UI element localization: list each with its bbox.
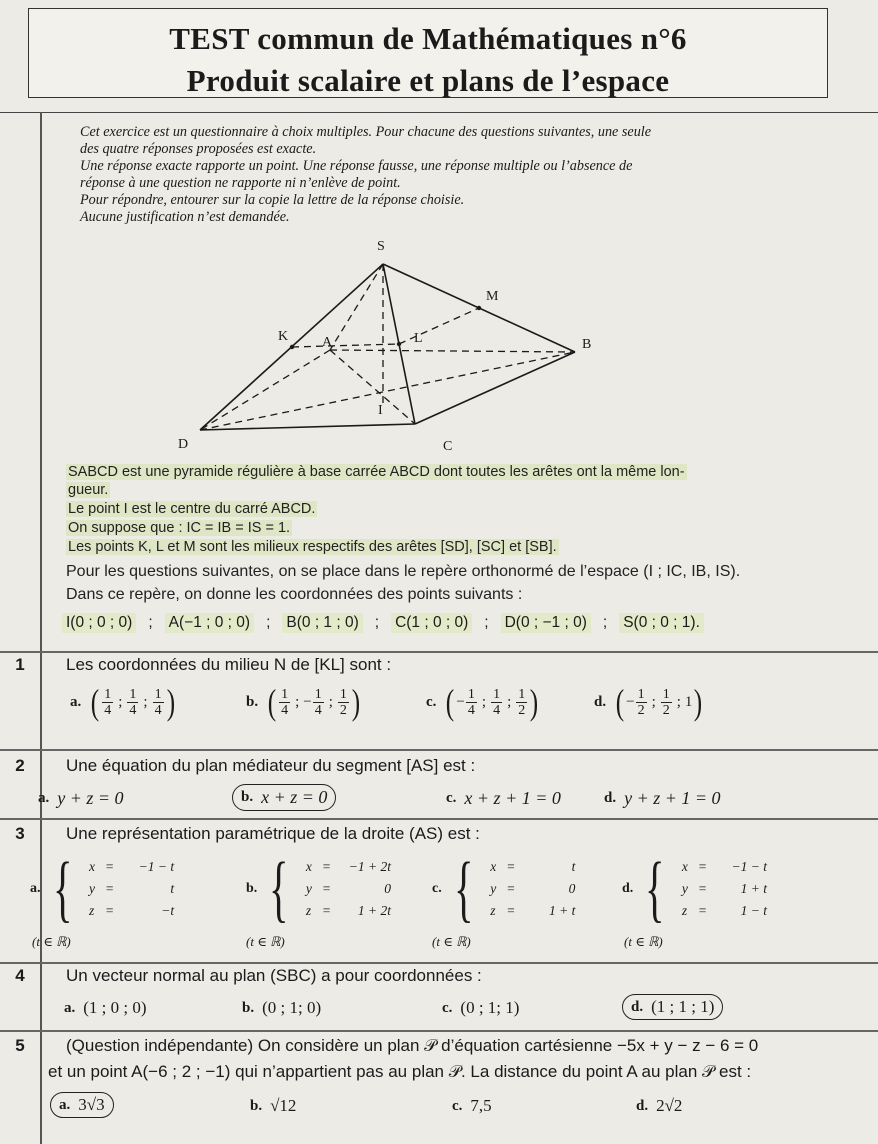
instruction-line: Aucune justification n’est demandée. [80,209,290,225]
frac-den: 4 [104,702,112,718]
label-S: S [377,239,385,254]
divider-q3 [0,818,878,820]
label-B: B [582,337,592,352]
option-label: b. [246,693,259,710]
context-text: Les points K, L et M sont les milieux respectifs des arêtes [SD], [SC] et [SB]. [68,539,557,555]
parameter-domain: (t ∈ ℝ) [246,934,285,949]
frac-den: 2 [662,702,670,718]
frac-num: 1 [662,686,670,702]
divider-q4 [0,962,878,964]
frac-num: 1 [339,686,347,702]
coord-B: B(0 ; 1 ; 0) [282,613,362,633]
option-label: b. [250,1097,263,1114]
label-I: I [378,403,383,418]
option-label: c. [446,790,457,806]
frac-num: 1 [637,686,645,702]
parametric-system: x = −1 − t y = 1 + t z = 1 − t [681,859,767,918]
label-D: D [178,437,189,452]
question-text: Une équation du plan médiateur du segment [AS] est : [66,756,476,775]
instruction-line: Cet exercice est un questionnaire à choix multiples. Pour chacune des questions suivantes, une seule [80,124,652,140]
coord-D: D(0 ; −1 ; 0) [501,613,591,633]
answer-option[interactable] [442,998,519,1018]
coord-S: S(0 ; 0 ; 1). [619,613,704,633]
context-line [66,464,856,480]
divider-q2 [0,749,878,751]
frac-den: 2 [518,702,526,718]
answer-option[interactable] [64,998,147,1018]
context-line [66,520,856,536]
answer-option[interactable] [622,848,772,930]
frac-den: 4 [129,702,137,718]
answer-option[interactable] [604,788,721,809]
context-line [66,482,856,498]
context-text: SABCD est une pyramide régulière à base carrée ABCD dont toutes les arêtes ont la même lon- [68,464,685,480]
context-text: On suppose que : IC = IB = IS = 1. [68,520,291,536]
frac-num: 1 [518,686,526,702]
label-K: K [278,329,289,344]
answer-option[interactable] [246,684,362,720]
coord-A: A(−1 ; 0 ; 0) [165,613,254,633]
instruction-line: des quatre réponses proposées est exacte. [80,141,317,157]
answer-option[interactable] [242,998,321,1018]
system-brace: { [645,848,665,930]
diag-DB [200,352,575,430]
minus-sign: − [456,693,465,710]
frac-num: 1 [154,686,162,702]
instruction-line: Une réponse exacte rapporte un point. Une réponse fausse, une réponse multiple ou l’absence de [80,158,633,174]
context-line [66,539,856,555]
frac-num: 1 [129,686,137,702]
option-label: c. [426,693,437,710]
question-text: Un vecteur normal au plan (SBC) a pour coordonnées : [66,966,482,985]
answer-option[interactable] [30,848,179,930]
coord-separator: ; [148,614,153,631]
option-value: ( $\frac{1}{4}$ ; − $\frac{1}{4}$ ; $\frac{1}{2}$ ) [267,682,361,722]
question-text: Les coordonnées du milieu N de [KL] sont : [66,655,392,674]
coord-separator: ; [602,614,608,631]
answer-option[interactable] [246,848,396,930]
option-value: 2√2 [656,1096,683,1115]
segment-KL [292,344,399,347]
question-text: (Question indépendante) On considère un plan 𝒫 d’équation cartésienne −5x + y − z − 6 = 0 [66,1036,759,1055]
question-number: 1 [15,655,25,674]
frac-den: 4 [281,702,289,718]
instructions [80,124,770,226]
frac-den: 4 [314,702,322,718]
question-number: 2 [15,756,25,775]
system-brace: { [52,848,73,930]
label-A: A [322,335,333,350]
whole-number: 1 [684,693,693,710]
context-frame-line: Pour les questions suivantes, on se place dans le repère orthonormé de l’espace (I ; IC, IB, IS). [66,563,741,580]
option-value: ( − $\frac{1}{4}$ ; $\frac{1}{4}$ ; $\frac{1}{2}$ ) [446,682,539,722]
instruction-line: Pour répondre, entourer sur la copie la lettre de la réponse choisie. [80,192,465,208]
context-text: Le point I est le centre du carré ABCD. [68,501,316,517]
label-L: L [414,331,423,346]
parametric-system: x = −1 + 2t y = 0 z = 1 + 2t [305,859,391,918]
point-K [290,345,294,349]
option-value: x + z = 0 [261,787,328,807]
option-label: c. [442,999,453,1016]
frac-num: 1 [493,686,501,702]
coord-separator: ; [374,614,380,631]
option-label: d. [604,790,617,806]
option-label: b. [242,999,255,1016]
context-line [66,501,856,517]
option-value: ( − $\frac{1}{2}$ ; $\frac{1}{2}$ ; 1 ) [615,682,703,722]
answer-option[interactable] [452,1096,492,1116]
pyramid-figure [150,232,620,460]
frac-num: 1 [104,686,112,702]
frac-num: 1 [467,686,475,702]
option-label: d. [631,998,644,1015]
edge-AD [200,350,330,430]
frac-num: 1 [314,686,322,702]
coordinates-list [62,613,852,633]
option-value: ( $\frac{1}{4}$ ; $\frac{1}{4}$ ; $\frac{1}{4}$ ) [91,682,175,722]
option-label: a. [38,790,50,806]
answer-option[interactable] [250,1096,296,1116]
option-value: (0 ; 1; 1) [460,998,520,1017]
frac-den: 2 [339,702,347,718]
option-label: c. [452,1097,463,1114]
parametric-system: x = −1 − t y = t z = −t [89,859,175,918]
answer-option[interactable] [446,788,561,809]
question-number: 5 [15,1036,25,1055]
option-label: b. [241,789,254,805]
option-value: 3√3 [78,1095,105,1114]
test-subtitle: Produit scalaire et plans de l’espace [186,63,670,98]
option-label: c. [432,881,442,896]
context-coords-intro: Dans ce repère, on donne les coordonnées des points suivants : [66,586,523,603]
label-M: M [486,289,499,304]
instruction-line: réponse à une question ne rapporte ni n’enlève de point. [80,175,401,191]
option-label: d. [622,881,634,896]
edge-AB [330,350,575,352]
coord-C: C(1 ; 0 ; 0) [391,613,472,633]
question-text: Une représentation paramétrique de la droite (AS) est : [66,824,480,843]
frac-den: 2 [637,702,645,718]
answer-option[interactable] [38,788,124,809]
option-label: d. [594,693,607,710]
question-text-continued: et un point A(−6 ; 2 ; −1) qui n’appartient pas au plan 𝒫. La distance du point A au plan 𝒫 est : [48,1062,752,1081]
divider-q1 [0,651,878,653]
answer-option-circled[interactable] [622,994,723,1020]
system-brace: { [453,848,474,930]
coord-separator: ; [484,614,489,631]
answer-option-circled[interactable] [232,784,336,811]
context-text: gueur. [68,482,109,498]
edge-CB [415,352,575,424]
option-label: a. [59,1096,71,1113]
parameter-domain: (t ∈ ℝ) [624,934,663,949]
frac-den: 4 [493,702,501,718]
point-M [477,306,481,310]
parameter-domain: (t ∈ ℝ) [432,934,471,949]
option-value: (0 ; 1; 0) [262,998,322,1017]
system-brace: { [269,848,289,930]
label-C: C [443,439,453,454]
option-label: b. [246,881,258,896]
parameter-domain: (t ∈ ℝ) [32,934,71,949]
edge-DC [200,424,415,430]
answer-option[interactable] [636,1096,682,1116]
minus-sign: − [626,693,635,710]
parametric-system: x = t y = 0 z = 1 + t [490,859,576,918]
test-title: TEST commun de Mathématiques n°6 [169,21,687,56]
option-label: a. [64,999,76,1016]
point-L [397,342,401,346]
option-value: (1 ; 1 ; 1) [651,997,715,1016]
answer-option[interactable] [426,684,540,720]
answer-option[interactable] [594,684,704,720]
minus-sign: − [303,693,312,710]
coord-I: I(0 ; 0 ; 0) [62,613,136,633]
answer-option[interactable] [70,684,177,720]
divider-q5 [0,1030,878,1032]
answer-option[interactable] [432,848,580,930]
option-value: y + z + 1 = 0 [624,788,721,808]
option-label: a. [70,693,82,710]
option-value: 7,5 [470,1096,492,1115]
frac-den: 4 [467,702,475,718]
edge-SA [330,264,383,350]
option-value: (1 ; 0 ; 0) [83,998,147,1017]
question-number: 4 [15,966,25,985]
option-label: a. [30,881,41,896]
option-value: √12 [270,1096,297,1115]
frac-den: 4 [154,702,162,718]
option-label: d. [636,1097,649,1114]
frac-num: 1 [281,686,289,702]
question-number: 3 [15,824,25,843]
segment-LM [399,308,479,344]
option-value: y + z = 0 [57,788,124,808]
option-value: x + z + 1 = 0 [464,788,561,808]
title-box [28,8,828,98]
number-column-divider [40,112,42,1144]
coord-separator: ; [266,614,271,631]
answer-option-circled[interactable] [50,1092,114,1118]
